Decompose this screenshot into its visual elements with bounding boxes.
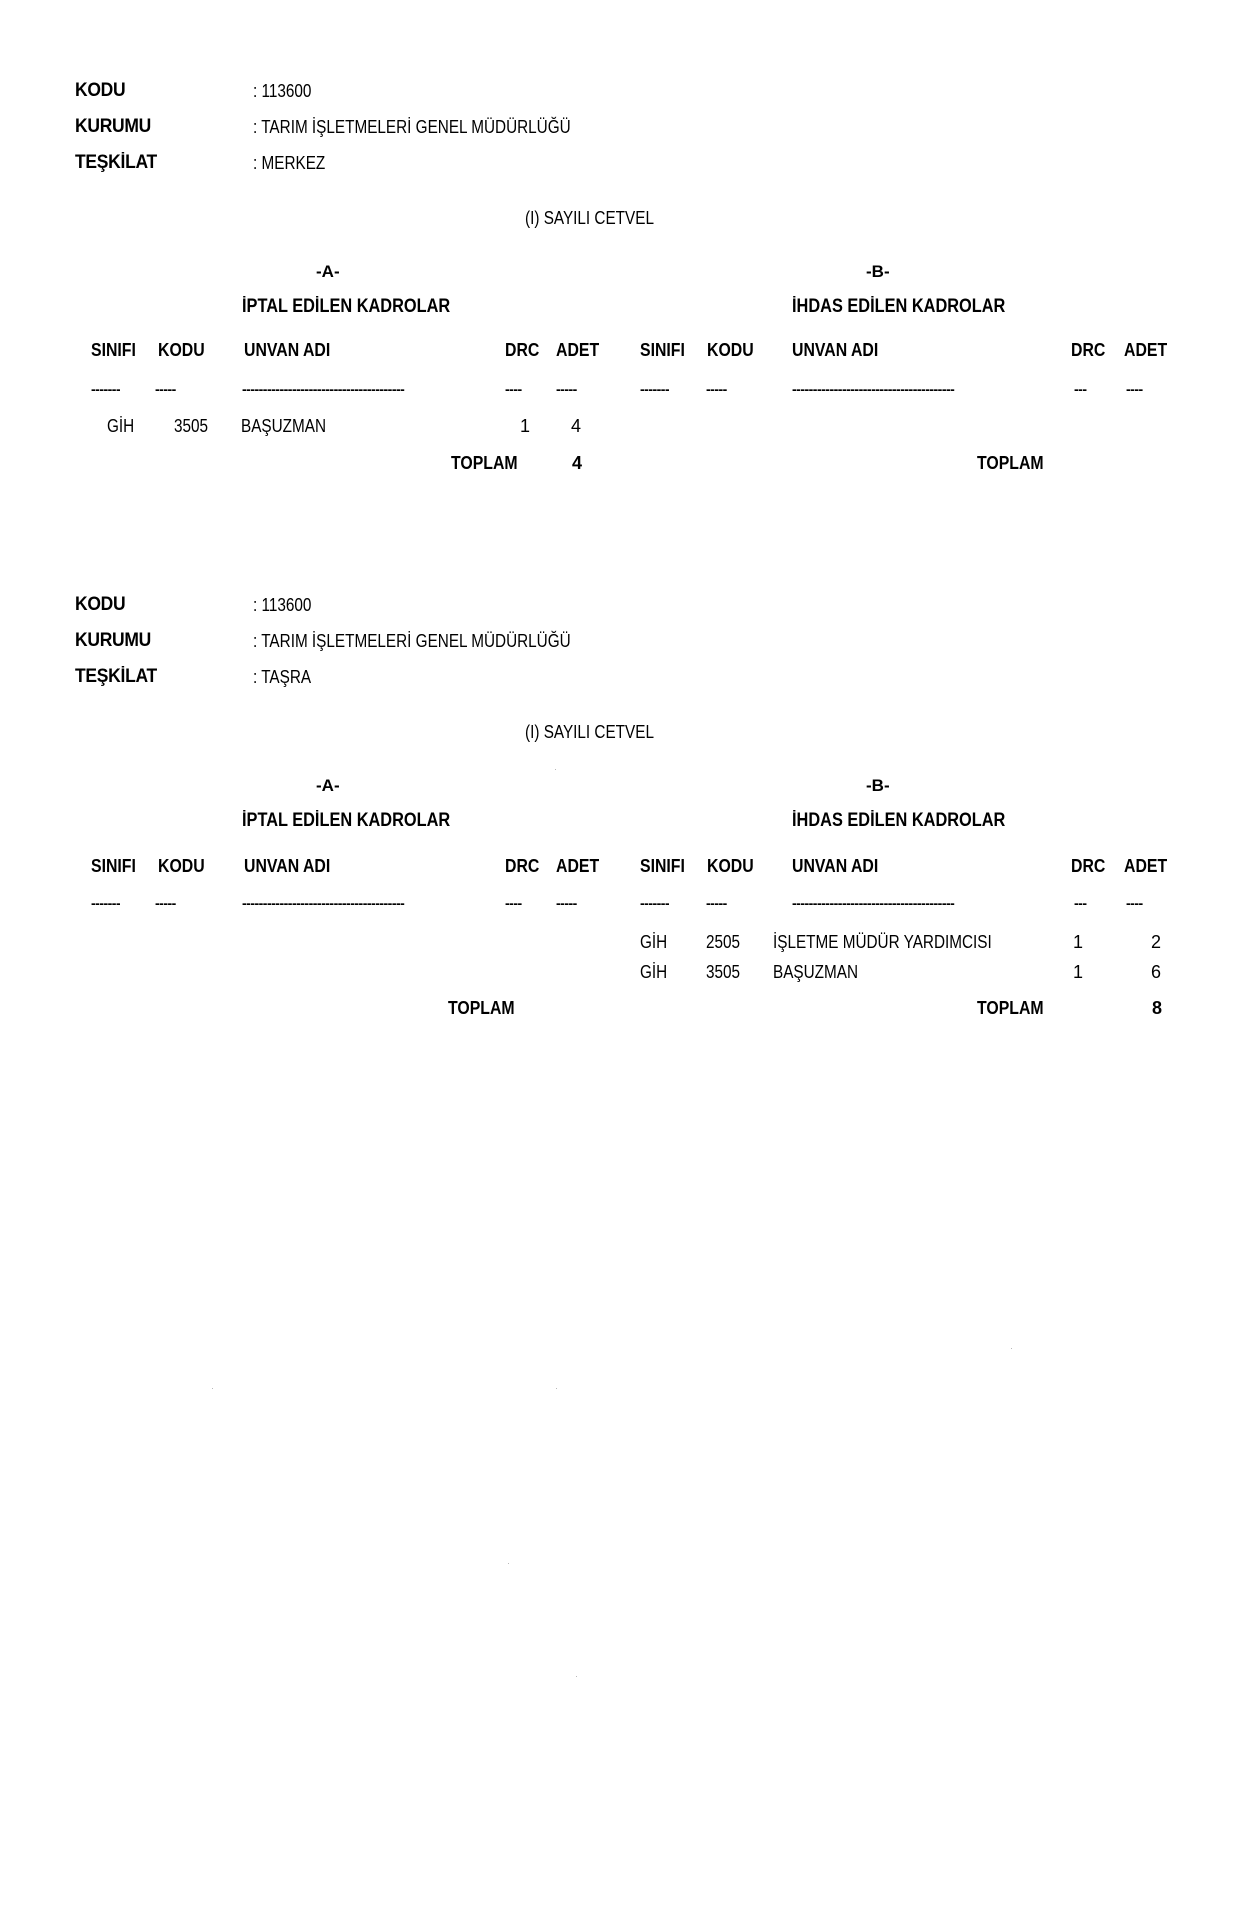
dash-adet-a: ----- (556, 381, 577, 397)
col-adet-a: ADET (556, 340, 600, 360)
col-drc-a: DRC (505, 340, 540, 360)
section-a-letter: -A- (316, 776, 340, 795)
table-row-a-adet: 4 (571, 416, 582, 436)
section-a-title: İPTAL EDİLEN KADROLAR (242, 296, 451, 317)
toplam-value-a: 4 (572, 453, 583, 473)
teskilat-label: TEŞKİLAT (75, 152, 157, 173)
toplam-value-b: 8 (1152, 998, 1163, 1018)
col-kodu-a: KODU (158, 340, 205, 360)
cetvel-title: (I) SAYILI CETVEL (525, 722, 654, 742)
col-unvan-b: UNVAN ADI (792, 856, 879, 876)
table-row-b1-unvan: İŞLETME MÜDÜR YARDIMCISI (773, 932, 992, 952)
dash-sinifi-b: ------- (640, 381, 670, 397)
col-unvan-a: UNVAN ADI (244, 856, 331, 876)
dash-kodu-b: ----- (706, 895, 727, 911)
cetvel-block-merkez (0, 0, 1252, 500)
kurumu-label: KURUMU (75, 630, 152, 651)
kodu-value: : 113600 (253, 595, 312, 615)
col-drc-a: DRC (505, 856, 540, 876)
scan-speck (556, 1388, 557, 1389)
kurumu-value: : TARIM İŞLETMELERİ GENEL MÜDÜRLÜĞÜ (253, 117, 571, 137)
section-b-title: İHDAS EDİLEN KADROLAR (792, 296, 1006, 317)
dash-unvan-b: --------------------------------------- (792, 895, 955, 911)
table-row-b2-kodu: 3505 (706, 962, 741, 982)
dash-adet-b: ---- (1126, 381, 1143, 397)
col-kodu-a: KODU (158, 856, 205, 876)
table-row-b1-kodu: 2505 (706, 932, 741, 952)
section-b-letter: -B- (866, 776, 890, 795)
section-a-letter: -A- (316, 262, 340, 281)
scan-speck (508, 1563, 509, 1564)
dash-adet-a: ----- (556, 895, 577, 911)
teskilat-value: : MERKEZ (253, 153, 326, 173)
dash-drc-b: --- (1074, 381, 1087, 397)
table-row-b1-adet: 2 (1151, 932, 1162, 952)
toplam-label-b: TOPLAM (977, 453, 1044, 473)
cetvel-block-tasra (0, 514, 1252, 1018)
table-row-a-sinifi: GİH (107, 416, 135, 436)
table-row-b1-drc: 1 (1073, 932, 1084, 952)
scan-speck (1011, 1348, 1012, 1349)
teskilat-label: TEŞKİLAT (75, 666, 157, 687)
kodu-value: : 113600 (253, 81, 312, 101)
kurumu-value: : TARIM İŞLETMELERİ GENEL MÜDÜRLÜĞÜ (253, 631, 571, 651)
col-drc-b: DRC (1071, 856, 1106, 876)
table-row-b2-adet: 6 (1151, 962, 1162, 982)
table-row-a-drc: 1 (520, 416, 531, 436)
col-unvan-b: UNVAN ADI (792, 340, 879, 360)
dash-drc-a: ---- (505, 381, 522, 397)
dash-unvan-a: --------------------------------------- (242, 895, 405, 911)
section-b-title: İHDAS EDİLEN KADROLAR (792, 810, 1006, 831)
toplam-label-b: TOPLAM (977, 998, 1044, 1018)
dash-unvan-a: --------------------------------------- (242, 381, 405, 397)
dash-sinifi-a: ------- (91, 381, 121, 397)
dash-kodu-a: ----- (155, 895, 176, 911)
table-row-a-unvan: BAŞUZMAN (241, 416, 327, 436)
dash-unvan-b: --------------------------------------- (792, 381, 955, 397)
col-kodu-b: KODU (707, 340, 754, 360)
dash-kodu-a: ----- (155, 381, 176, 397)
col-sinifi-b: SINIFI (640, 856, 685, 876)
dash-drc-b: --- (1074, 895, 1087, 911)
scan-speck (212, 1388, 213, 1389)
table-row-b1-sinifi: GİH (640, 932, 668, 952)
dash-adet-b: ---- (1126, 895, 1143, 911)
col-sinifi-b: SINIFI (640, 340, 685, 360)
scan-speck (555, 769, 556, 770)
scan-speck (576, 1676, 577, 1677)
col-adet-b: ADET (1124, 340, 1168, 360)
col-unvan-a: UNVAN ADI (244, 340, 331, 360)
section-b-letter: -B- (866, 262, 890, 281)
col-adet-a: ADET (556, 856, 600, 876)
kodu-label: KODU (75, 80, 126, 101)
col-drc-b: DRC (1071, 340, 1106, 360)
toplam-label-a: TOPLAM (451, 453, 518, 473)
dash-sinifi-a: ------- (91, 895, 121, 911)
dash-sinifi-b: ------- (640, 895, 670, 911)
col-sinifi-a: SINIFI (91, 856, 136, 876)
table-row-b2-drc: 1 (1073, 962, 1084, 982)
col-kodu-b: KODU (707, 856, 754, 876)
cetvel-title: (I) SAYILI CETVEL (525, 208, 654, 228)
kurumu-label: KURUMU (75, 116, 152, 137)
table-row-a-kodu: 3505 (174, 416, 209, 436)
dash-kodu-b: ----- (706, 381, 727, 397)
teskilat-value: : TAŞRA (253, 667, 312, 687)
dash-drc-a: ---- (505, 895, 522, 911)
col-sinifi-a: SINIFI (91, 340, 136, 360)
section-a-title: İPTAL EDİLEN KADROLAR (242, 810, 451, 831)
table-row-b2-unvan: BAŞUZMAN (773, 962, 859, 982)
table-row-b2-sinifi: GİH (640, 962, 668, 982)
col-adet-b: ADET (1124, 856, 1168, 876)
toplam-label-a: TOPLAM (448, 998, 515, 1018)
kodu-label: KODU (75, 594, 126, 615)
